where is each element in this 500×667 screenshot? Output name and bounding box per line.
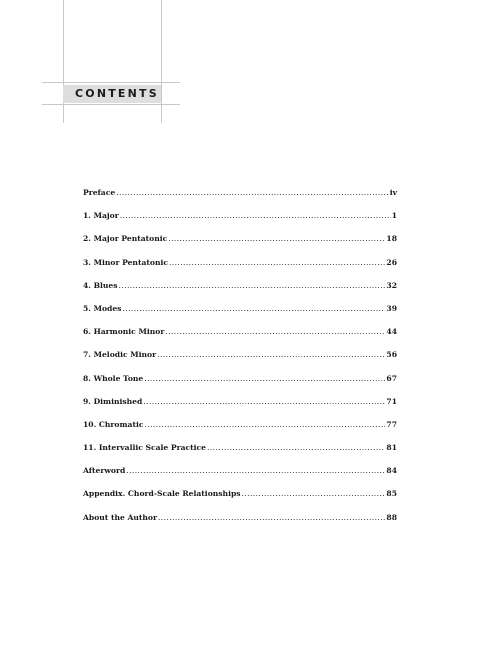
grid-line-horizontal <box>42 82 180 83</box>
toc-entry-page: 71 <box>386 396 397 406</box>
toc-entry[interactable] <box>83 257 397 280</box>
toc-entry-label: Appendix. Chord-Scale Relationships <box>83 489 241 499</box>
dot-leader <box>168 233 385 245</box>
toc-entry-page: iv <box>389 188 397 197</box>
toc-entry-label: 6. Harmonic Minor <box>83 327 165 337</box>
toc-entry-page: 84 <box>386 466 397 476</box>
dot-leader <box>126 465 385 477</box>
toc-entry-page: 81 <box>386 443 397 453</box>
toc-entry-label: 5. Modes <box>83 303 122 313</box>
toc-entry[interactable] <box>83 488 397 511</box>
toc-entry[interactable] <box>83 419 397 442</box>
toc-entry-label: 8. Whole Tone <box>83 373 144 383</box>
toc-entry-page: 88 <box>386 512 397 522</box>
dot-leader <box>143 396 385 408</box>
grid-line-horizontal <box>42 104 180 105</box>
toc-entry-label: Preface <box>83 188 116 197</box>
toc-entry-label: 7. Melodic Minor <box>83 350 157 360</box>
toc-entry-page: 39 <box>386 303 397 313</box>
toc-entry[interactable] <box>83 303 397 326</box>
toc-entry[interactable] <box>83 210 397 233</box>
toc-entry[interactable] <box>83 512 397 535</box>
dot-leader <box>120 210 391 222</box>
dot-leader <box>122 303 385 315</box>
toc-entry-page: 32 <box>386 280 397 290</box>
dot-leader <box>158 512 385 524</box>
toc-entry[interactable] <box>83 326 397 349</box>
toc-entry[interactable] <box>83 465 397 488</box>
toc-entry-page: 18 <box>386 234 397 244</box>
toc-entry-page: 1 <box>391 211 397 221</box>
dot-leader <box>144 419 385 431</box>
toc-entry-page: 26 <box>386 257 397 267</box>
toc-entry-page: 44 <box>386 327 397 337</box>
toc-entry-label: 4. Blues <box>83 280 118 290</box>
toc-entry-label: 3. Minor Pentatonic <box>83 257 168 267</box>
page-title: CONTENTS <box>75 87 159 100</box>
toc-entry[interactable] <box>83 396 397 419</box>
toc-entry-label: 2. Major Pentatonic <box>83 234 168 244</box>
dot-leader <box>119 280 386 292</box>
toc-entry[interactable] <box>83 187 397 210</box>
toc-entry-label: About the Author <box>83 512 157 522</box>
dot-leader <box>116 187 389 199</box>
dot-leader <box>242 488 386 500</box>
toc-entry-page: 77 <box>386 419 397 429</box>
toc-entry[interactable] <box>83 349 397 372</box>
dot-leader <box>169 257 385 269</box>
toc-entry-label: 11. Intervallic Scale Practice <box>83 443 207 453</box>
toc-entry-label: 1. Major <box>83 211 119 221</box>
toc-entry-label: 9. Diminished <box>83 396 143 406</box>
toc-entry-label: 10. Chromatic <box>83 419 144 429</box>
toc-entry-page: 56 <box>386 350 397 360</box>
dot-leader <box>157 349 385 361</box>
toc-entry[interactable] <box>83 442 397 465</box>
toc-entry[interactable] <box>83 233 397 256</box>
toc-entry[interactable] <box>83 280 397 303</box>
toc-entry[interactable] <box>83 373 397 396</box>
toc-entry-label: Afterword <box>83 466 126 476</box>
toc-entry-page: 67 <box>386 373 397 383</box>
dot-leader <box>165 326 385 338</box>
toc-entry-page: 85 <box>386 489 397 499</box>
dot-leader <box>144 373 385 385</box>
dot-leader <box>207 442 385 454</box>
table-of-contents <box>83 187 397 535</box>
